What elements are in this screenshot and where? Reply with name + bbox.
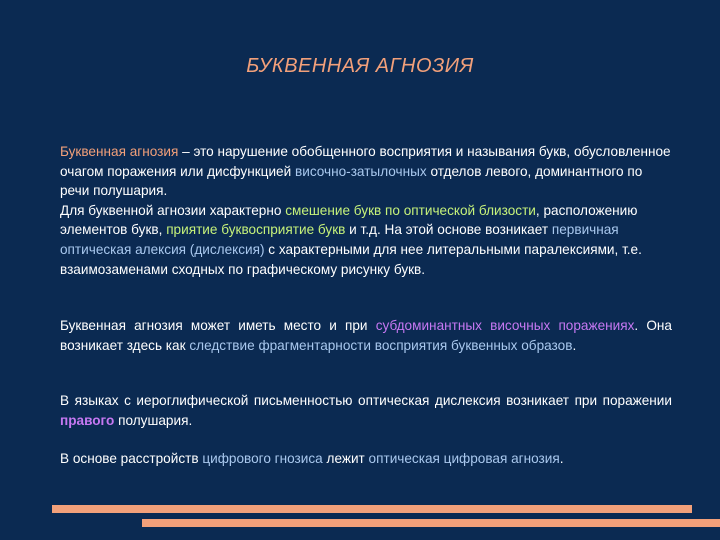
text-segment: и т.д. На этой основе возникает [345, 222, 552, 238]
paragraph-hieroglyphic [60, 391, 672, 430]
text-segment: смешение букв по оптической близости [285, 202, 536, 218]
paragraph-definition-part1 [60, 142, 672, 201]
decorative-bar-top [52, 505, 692, 513]
text-segment: Буквенная агнозия [60, 144, 179, 159]
text-segment: субдоминантных височных поражениях [375, 318, 635, 333]
text-segment: полушария. [114, 412, 193, 428]
text-segment: оптическая цифровая агнозия [368, 451, 560, 466]
text-segment: цифрового гнозиса [202, 451, 323, 466]
text-segment: правого [60, 412, 115, 428]
paragraph-digital-gnosis [60, 449, 672, 469]
decorative-bar-bottom [142, 519, 720, 527]
text-segment: с характерными для нее литеральными паралексиями, т.е. взаимозаменами сходных по графическому рисунку букв. [60, 241, 642, 277]
text-segment: – это нарушение обобщенного восприятия и называния букв, обусловленное очагом поражения или дисфункцией [60, 144, 671, 179]
text-segment: отделов левого, доминантного по речи полушария. [60, 163, 643, 199]
text-segment: . [559, 451, 564, 466]
paragraph-definition-part2 [60, 201, 672, 279]
text-segment: Буквенная агнозия может иметь место и при [60, 318, 376, 333]
text-segment: . [572, 337, 577, 353]
slide-title: БУКВЕННАЯ АГНОЗИЯ [246, 55, 474, 77]
text-segment: височно-затылочных [295, 163, 427, 179]
paragraph-subdominant [60, 316, 672, 355]
text-segment: первичная оптическая алексия (дислексия) [60, 222, 619, 257]
text-segment: В языках с иероглифической письменностью оптическая дислексия возникает при поражении [60, 393, 672, 408]
text-segment: Для буквенной агнозии характерно [60, 202, 286, 218]
text-segment: следствие фрагментарности восприятия буквенных образов [189, 337, 573, 353]
text-segment: приятие буквосприятие букв [166, 222, 346, 238]
paragraph-definition [60, 142, 672, 279]
text-segment: В основе расстройств [60, 451, 203, 466]
text-segment: . Она возникает здесь как [60, 318, 672, 353]
text-segment: , расположению элементов букв, [60, 202, 638, 238]
text-segment: лежит [322, 451, 369, 466]
